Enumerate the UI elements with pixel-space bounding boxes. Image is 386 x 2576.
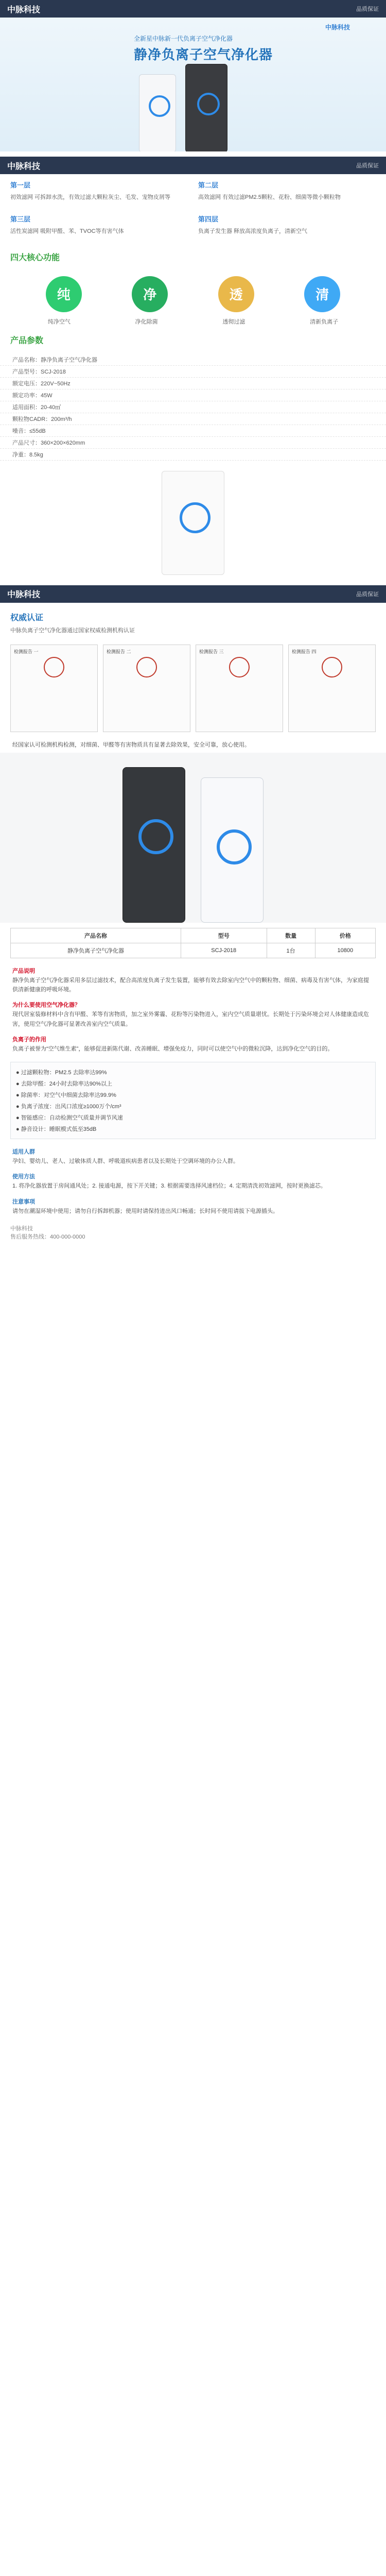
cert-heading: 权威认证: [10, 613, 44, 622]
features-section: [0, 243, 386, 271]
purifier-dark-image: [122, 767, 185, 923]
red-stamp-icon: [136, 657, 157, 677]
table-header: 数量: [267, 928, 315, 943]
cert-row: [0, 639, 386, 737]
cert-label: 检测报告 四: [292, 649, 317, 654]
blue-ring-icon: [138, 819, 173, 854]
feature-caption: 净化除菌: [135, 318, 158, 325]
brand-subtitle: 品质保证: [356, 591, 379, 598]
text-block: [0, 963, 386, 997]
cert-subheading: 中脉负离子空气净化器通过国家权威检测机构认证: [10, 627, 135, 634]
text-blocks-2: [0, 1144, 386, 1219]
text-block: [0, 1169, 386, 1194]
list-item: ● 负离子浓度：出风口浓度≥1000万个/cm³: [16, 1104, 121, 1110]
purifier-white-image: [139, 74, 176, 151]
text-block-title: 产品说明: [12, 968, 35, 974]
feature-circle-1: 纯: [46, 276, 82, 312]
table-header-row: [11, 928, 376, 943]
text-block-body: 现代居室装修材料中含有甲醛、苯等有害物质，加之室外雾霾、花粉等污染物进入，室内空气质量堪忧。长期处于污染环境会对人体健康造成危害，使用空气净化器可显著改善室内空气质量。: [12, 1011, 369, 1027]
hero-logo: 中脉科技: [325, 24, 350, 31]
table-cell: 1台: [267, 943, 315, 958]
brand-name: 中脉科技: [7, 5, 41, 14]
purifier-white-image: [201, 777, 264, 923]
feature-caption: 透彻过滤: [222, 318, 245, 325]
cert-document: [103, 645, 190, 732]
feature-circle-2: 净: [132, 276, 168, 312]
text-block-title: 注意事项: [12, 1198, 35, 1205]
list-item: ● 除菌率：对空气中细菌去除率达99.9%: [16, 1092, 116, 1099]
cert-document: [196, 645, 283, 732]
top-brand-bar: [0, 0, 386, 18]
params-heading: 产品参数: [10, 336, 44, 345]
text-block-title: 使用方法: [12, 1174, 35, 1180]
page-footer: [0, 1219, 386, 1246]
table-cell: 静净负离子空气净化器: [11, 943, 181, 958]
table-header: 价格: [315, 928, 375, 943]
red-stamp-icon: [44, 657, 64, 677]
param-row: 产品名称：静净负离子空气净化器: [0, 354, 386, 366]
layer-title: 第二层: [198, 181, 219, 189]
blue-ring-icon: [180, 502, 210, 533]
table-cell: 10800: [315, 943, 375, 958]
feature-list: [10, 1062, 376, 1139]
text-blocks: [0, 963, 386, 1057]
layer-text: 初效滤网 可拆卸水洗，有效过滤大颗粒灰尘、毛发、宠物皮屑等: [10, 194, 171, 200]
brand-name: 中脉科技: [7, 162, 41, 171]
param-row: 产品型号：SCJ-2018: [0, 366, 386, 378]
cert-document: [288, 645, 376, 732]
text-block: [0, 1194, 386, 1219]
param-row: 额定功率：45W: [0, 389, 386, 401]
list-item: ● 去除甲醛：24小时去除率达90%以上: [16, 1081, 112, 1088]
param-row: 适用面积：20-40㎡: [0, 401, 386, 413]
filter-layers-row-1: [0, 174, 386, 208]
table-header: 产品名称: [11, 928, 181, 943]
feature-circle-4: 清: [304, 276, 340, 312]
hero-banner: [0, 18, 386, 151]
param-row: 噪音：≤55dB: [0, 425, 386, 437]
filter-layers-row-2: [0, 208, 386, 242]
cert-document: [10, 645, 98, 732]
section-bar-3: [0, 585, 386, 603]
layer-title: 第一层: [10, 181, 31, 189]
text-block-title: 负离子的作用: [12, 1036, 46, 1043]
section-bar-2: [0, 157, 386, 174]
product-showcase: [0, 753, 386, 923]
blue-ring-icon: [197, 93, 220, 115]
purifier-dark-image: [185, 64, 227, 151]
blue-ring-icon: [149, 95, 170, 117]
filter-layer-2: [198, 180, 376, 202]
params-section: [0, 326, 386, 354]
table-header: 型号: [181, 928, 267, 943]
layer-text: 活性炭滤网 吸附甲醛、苯、TVOC等有害气体: [10, 228, 124, 235]
cert-section: [0, 603, 386, 639]
brand-name: 中脉科技: [7, 590, 41, 600]
text-block-body: 1. 将净化器放置于房间通风处；2. 接通电源，按下开关键；3. 根据需要选择风速档位；4. 定期清洗初效滤网，按时更换滤芯。: [12, 1183, 326, 1190]
layer-text: 负离子发生器 释放高浓度负离子，清新空气: [198, 228, 308, 235]
text-block: [0, 997, 386, 1031]
feature-captions: [0, 317, 386, 326]
text-block-title: 为什么要使用空气净化器？: [12, 1002, 80, 1009]
list-item: ● 过滤颗粒物：PM2.5 去除率达99%: [16, 1070, 107, 1076]
param-row: 净重：8.5kg: [0, 449, 386, 461]
feature-caption: 纯净空气: [47, 318, 71, 325]
params-list: [0, 354, 386, 461]
text-block: [0, 1144, 386, 1169]
param-row: 产品尺寸：360×200×620mm: [0, 437, 386, 449]
hero-subtitle: 全新星中脉新一代负离子空气净化器: [134, 35, 233, 42]
feature-circles: [0, 271, 386, 317]
brand-subtitle: 品质保证: [356, 163, 379, 169]
text-block-body: 请勿在潮湿环境中使用；请勿自行拆卸机器；使用时请保持进出风口畅通；长时间不使用请拔下电源插头。: [12, 1208, 278, 1214]
cert-label: 检测报告 一: [14, 649, 39, 654]
feature-caption: 清新负离子: [310, 318, 339, 325]
footer-service: 售后服务热线：400-000-0000: [10, 1233, 85, 1240]
product-photo: [162, 471, 224, 575]
table-row: [11, 943, 376, 958]
table-cell: SCJ-2018: [181, 943, 267, 958]
text-block-body: 孕妇、婴幼儿、老人、过敏体质人群、呼吸道疾病患者以及长期处于空调环境的办公人群。: [12, 1158, 239, 1165]
filter-layer-3: [10, 214, 188, 236]
features-heading: 四大核心功能: [10, 253, 60, 262]
cert-note: 经国家认可检测机构检测，对细菌、甲醛等有害物质具有显著去除效果，安全可靠，放心使用。: [12, 741, 250, 748]
spec-table: [10, 928, 376, 958]
blue-ring-icon: [217, 829, 252, 865]
layer-title: 第三层: [10, 215, 31, 224]
hero-title: 静净负离子空气净化器: [134, 47, 273, 62]
feature-circle-3: 透: [218, 276, 254, 312]
filter-layer-1: [10, 180, 188, 202]
footer-company: 中脉科技: [10, 1225, 33, 1232]
layer-title: 第四层: [198, 215, 219, 224]
cert-label: 检测报告 二: [107, 649, 131, 654]
list-item: ● 智能感应：自动检测空气质量并调节风速: [16, 1115, 123, 1122]
text-block-body: 负离子被誉为“空气维生素”，能够促进新陈代谢、改善睡眠、增强免疫力，同时可以使空气中的微粒沉降，达到净化空气的目的。: [12, 1045, 334, 1052]
text-block-body: 静净负离子空气净化器采用多层过滤技术，配合高浓度负离子发生装置，能够有效去除室内空气中的颗粒物、细菌、病毒及有害气体，为家庭提供清新健康的呼吸环境。: [12, 977, 369, 993]
red-stamp-icon: [322, 657, 342, 677]
filter-layer-4: [198, 214, 376, 236]
list-item: ● 静音设计：睡眠模式低至35dB: [16, 1126, 97, 1133]
brand-subtitle: 品质保证: [356, 6, 379, 12]
text-block: [0, 1032, 386, 1057]
param-row: 额定电压：220V~50Hz: [0, 378, 386, 389]
cert-label: 检测报告 三: [199, 649, 224, 654]
text-block-title: 适用人群: [12, 1149, 35, 1156]
param-row: 颗粒物CADR：200m³/h: [0, 413, 386, 425]
red-stamp-icon: [229, 657, 250, 677]
layer-text: 高效滤网 有效过滤PM2.5颗粒、花粉、细菌等微小颗粒物: [198, 194, 341, 200]
